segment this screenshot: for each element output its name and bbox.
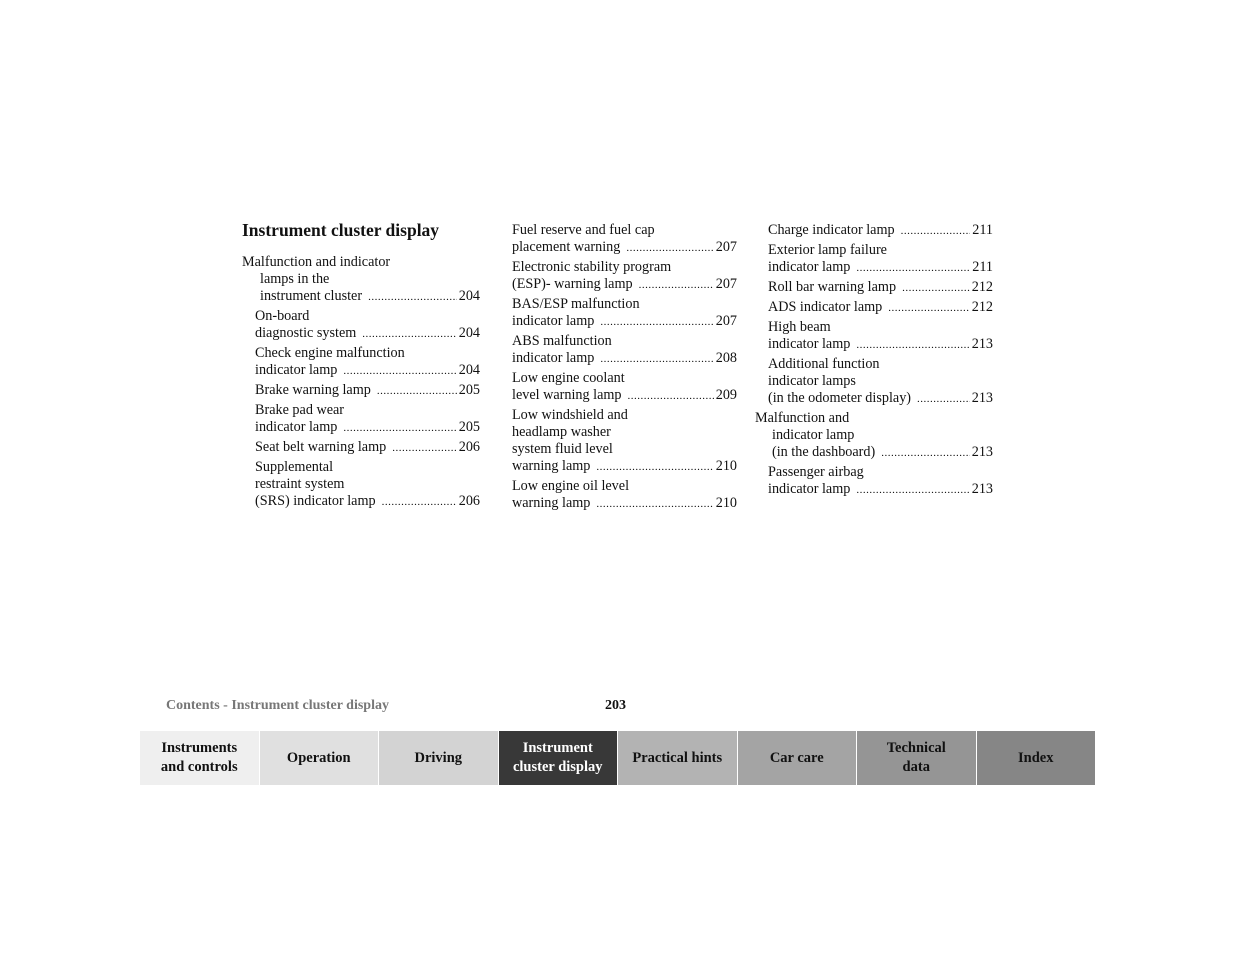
toc-page-link[interactable]: 205 [458,382,480,398]
toc-entry-line [512,441,737,458]
toc-entry-text: High beam [768,319,831,335]
toc-entry-text: indicator lamp [768,336,851,352]
toc-entry-line [512,478,737,495]
page-number: 203 [605,698,626,713]
nav-tab-label [632,749,722,768]
toc-entry-line [255,362,480,380]
toc-entry-line [755,410,993,427]
toc-entry-line [512,296,737,313]
nav-tab-label [770,749,824,768]
toc-entry-line [242,271,480,288]
toc-entry-text: indicator lamp [512,313,595,329]
nav-tab-label-line: cluster display [512,759,603,775]
toc-entry-line [755,427,993,444]
toc-entry-line [255,459,480,476]
dot-leader [917,391,970,408]
toc-entry[interactable] [755,222,993,240]
toc-entry[interactable] [755,299,993,317]
toc-entry-line [768,356,993,373]
toc-page-link[interactable]: 204 [458,362,480,378]
dot-leader [362,326,456,343]
nav-tab-label-line: Technical [886,740,946,756]
toc-entry-line [512,424,737,441]
toc-entry-text: (in the dashboard) [772,444,876,460]
toc-entry[interactable] [755,279,993,297]
toc-entry-text: indicator lamp [512,350,595,366]
toc-column-2 [512,222,737,515]
toc-page-link[interactable]: 210 [715,458,737,474]
toc-entry-text: BAS/ESP malfunction [512,296,640,312]
toc-entry-line [768,464,993,481]
dot-leader [626,240,713,257]
toc-entry-line [255,325,480,343]
nav-tab-label [287,749,351,768]
toc-entry-line [512,222,737,239]
toc-entry[interactable] [512,333,737,368]
toc-page-link[interactable]: 213 [971,336,993,352]
toc-entry-line [512,387,737,405]
dot-leader [600,314,713,331]
toc-column-1 [242,254,480,513]
toc-page-link[interactable]: 211 [972,259,993,275]
toc-entry-line [255,382,480,400]
toc-entry-text: indicator lamps [768,373,856,389]
dot-leader [392,440,457,457]
dot-leader [888,300,969,317]
toc-entry-text: indicator lamp [768,481,851,497]
dot-leader [881,445,969,462]
toc-entry-text: Fuel reserve and fuel cap [512,222,655,238]
nav-tab-label-line: Index [1018,749,1054,766]
dot-leader [343,363,456,380]
toc-entry-line [768,373,993,390]
toc-page-link[interactable]: 207 [715,276,737,292]
toc-entry-text: warning lamp [512,495,591,511]
nav-tab-label-line: Car care [769,749,824,766]
toc-entry-text: indicator lamp [768,259,851,275]
dot-leader [343,420,456,437]
nav-tab-label-line: Instrument [522,740,593,756]
toc-entry[interactable] [242,439,480,457]
toc-entry-line [768,319,993,336]
toc-entry-text: (ESP)- warning lamp [512,276,633,292]
toc-entry-text: ABS malfunction [512,333,612,349]
toc-page-link[interactable]: 212 [971,279,993,295]
toc-entry-line [242,254,480,271]
toc-entry-line [512,370,737,387]
toc-entry[interactable] [242,459,480,511]
toc-entry-text: Passenger airbag [768,464,864,480]
toc-entry[interactable] [755,356,993,408]
nav-tab-operation[interactable] [260,731,380,785]
toc-entry-text: Brake warning lamp [255,382,371,398]
toc-entry-line [512,495,737,513]
toc-entry-line [512,313,737,331]
toc-entry-text: warning lamp [512,458,591,474]
toc-page-link[interactable]: 206 [458,439,480,455]
toc-page-link[interactable]: 213 [971,481,993,497]
toc-entry-text: Charge indicator lamp [768,222,895,238]
toc-page-link[interactable]: 206 [458,493,480,509]
toc-entry[interactable] [512,407,737,476]
nav-tab-label-line: data [902,759,930,775]
toc-entry-line [255,345,480,362]
toc-page-link[interactable]: 213 [971,444,993,460]
toc-entry-line [512,458,737,476]
toc-page-link[interactable]: 204 [458,288,480,304]
toc-entry-line [512,259,737,276]
nav-tab-index[interactable] [977,731,1096,785]
toc-entry[interactable] [512,296,737,331]
toc-entry-text: restraint system [255,476,345,492]
nav-tab-label [887,739,946,777]
toc-entry-line [512,407,737,424]
toc-entry[interactable] [512,259,737,294]
dot-leader [382,494,457,511]
toc-entry-line [512,276,737,294]
toc-entry-text: Malfunction and indicator [242,254,391,270]
toc-entry[interactable] [755,464,993,499]
toc-entry-text: Electronic stability program [512,259,672,275]
toc-entry[interactable] [242,254,480,306]
toc-column-3 [755,222,993,501]
nav-tab-instruments-and-controls[interactable] [140,731,260,785]
dot-leader [856,260,970,277]
toc-entry-line [255,493,480,511]
dot-leader [628,388,714,405]
toc-entry-text: indicator lamp [255,362,338,378]
toc-entry[interactable] [242,345,480,380]
toc-entry[interactable] [512,478,737,513]
toc-entry-line [512,333,737,350]
dot-leader [368,289,457,306]
toc-entry-line [255,402,480,419]
toc-entry-text: Roll bar warning lamp [768,279,897,295]
nav-tab-label-line: Operation [286,749,351,766]
nav-tab-instrument-cluster-display[interactable] [499,731,619,785]
toc-page-link[interactable]: 209 [715,387,737,403]
toc-entry-line [768,242,993,259]
toc-entry-line [768,336,993,354]
toc-page-link[interactable]: 207 [715,313,737,329]
toc-entry-text: indicator lamp [772,427,855,443]
toc-entry-line [512,239,737,257]
dot-leader [377,383,457,400]
toc-entry-line [255,308,480,325]
toc-entry-text: diagnostic system [255,325,357,341]
toc-page-link[interactable]: 205 [458,419,480,435]
toc-entry-line [755,444,993,462]
toc-entry-text: lamps in the [260,271,330,287]
toc-entry-text: Malfunction and [755,410,850,426]
toc-entry-line [242,288,480,306]
toc-entry-line [768,299,993,317]
toc-entry-text: instrument cluster [260,288,363,304]
nav-tab-label-line: Practical hints [632,749,723,766]
toc-entry-line [768,222,993,240]
nav-tab-practical-hints[interactable] [618,731,738,785]
dot-leader [856,482,969,499]
toc-entry-line [768,481,993,499]
toc-page-link[interactable]: 208 [715,350,737,366]
toc-entry-text: Supplemental [255,459,334,475]
toc-entry-line [768,390,993,408]
toc-entry-text: placement warning [512,239,621,255]
toc-entry-text: Brake pad wear [255,402,345,418]
toc-entry-text: level warning lamp [512,387,622,403]
toc-entry-text: Exterior lamp failure [768,242,887,258]
toc-entry[interactable] [512,370,737,405]
toc-entry-line [768,259,993,277]
chapter-nav-bar [140,731,1095,785]
toc-page-link[interactable]: 213 [971,390,993,406]
nav-tab-technical-data[interactable] [857,731,977,785]
dot-leader [901,223,971,240]
toc-page-link[interactable]: 207 [715,239,737,255]
dot-leader [596,496,713,513]
toc-entry-text: Low engine coolant [512,370,625,386]
dot-leader [856,337,969,354]
toc-entry-line [512,350,737,368]
toc-entry-text: Seat belt warning lamp [255,439,387,455]
toc-entry-line [255,419,480,437]
toc-page-link[interactable]: 204 [458,325,480,341]
nav-tab-label [414,749,462,768]
toc-entry[interactable] [755,410,993,462]
toc-entry-text: headlamp washer [512,424,611,440]
toc-entry-line [768,279,993,297]
toc-entry-text: Check engine malfunction [255,345,405,361]
toc-entry-text: Low windshield and [512,407,628,423]
nav-tab-driving[interactable] [379,731,499,785]
toc-entry[interactable] [755,242,993,277]
toc-entry-line [255,439,480,457]
nav-tab-car-care[interactable] [738,731,858,785]
toc-entry[interactable] [242,402,480,437]
toc-entry-text: ADS indicator lamp [768,299,883,315]
toc-entry-text: Additional function [768,356,880,372]
toc-page-link[interactable]: 212 [971,299,993,315]
toc-entry[interactable] [755,319,993,354]
dot-leader [600,351,713,368]
toc-page-link[interactable]: 211 [972,222,993,238]
toc-entry[interactable] [512,222,737,257]
dot-leader [902,280,970,297]
nav-tab-label [513,739,603,777]
section-title: Instrument cluster display [242,220,440,240]
nav-tab-label-line: and controls [160,759,238,775]
toc-entry-text: (in the odometer display) [768,390,912,406]
toc-page-link[interactable]: 210 [715,495,737,511]
toc-entry-text: indicator lamp [255,419,338,435]
toc-entry-text: Low engine oil level [512,478,630,494]
nav-tab-label-line: Driving [414,749,463,766]
nav-tab-label [1018,749,1053,768]
toc-entry[interactable] [242,308,480,343]
toc-entry[interactable] [242,382,480,400]
dot-leader [596,459,713,476]
toc-entry-text: (SRS) indicator lamp [255,493,376,509]
footer-section-title: Contents - Instrument cluster display [166,698,389,713]
toc-entry-text: system fluid level [512,441,613,457]
nav-tab-label-line: Instruments [161,740,238,756]
toc-entry-line [255,476,480,493]
toc-entry-text: On-board [255,308,310,324]
nav-tab-label [161,739,238,777]
dot-leader [639,277,714,294]
